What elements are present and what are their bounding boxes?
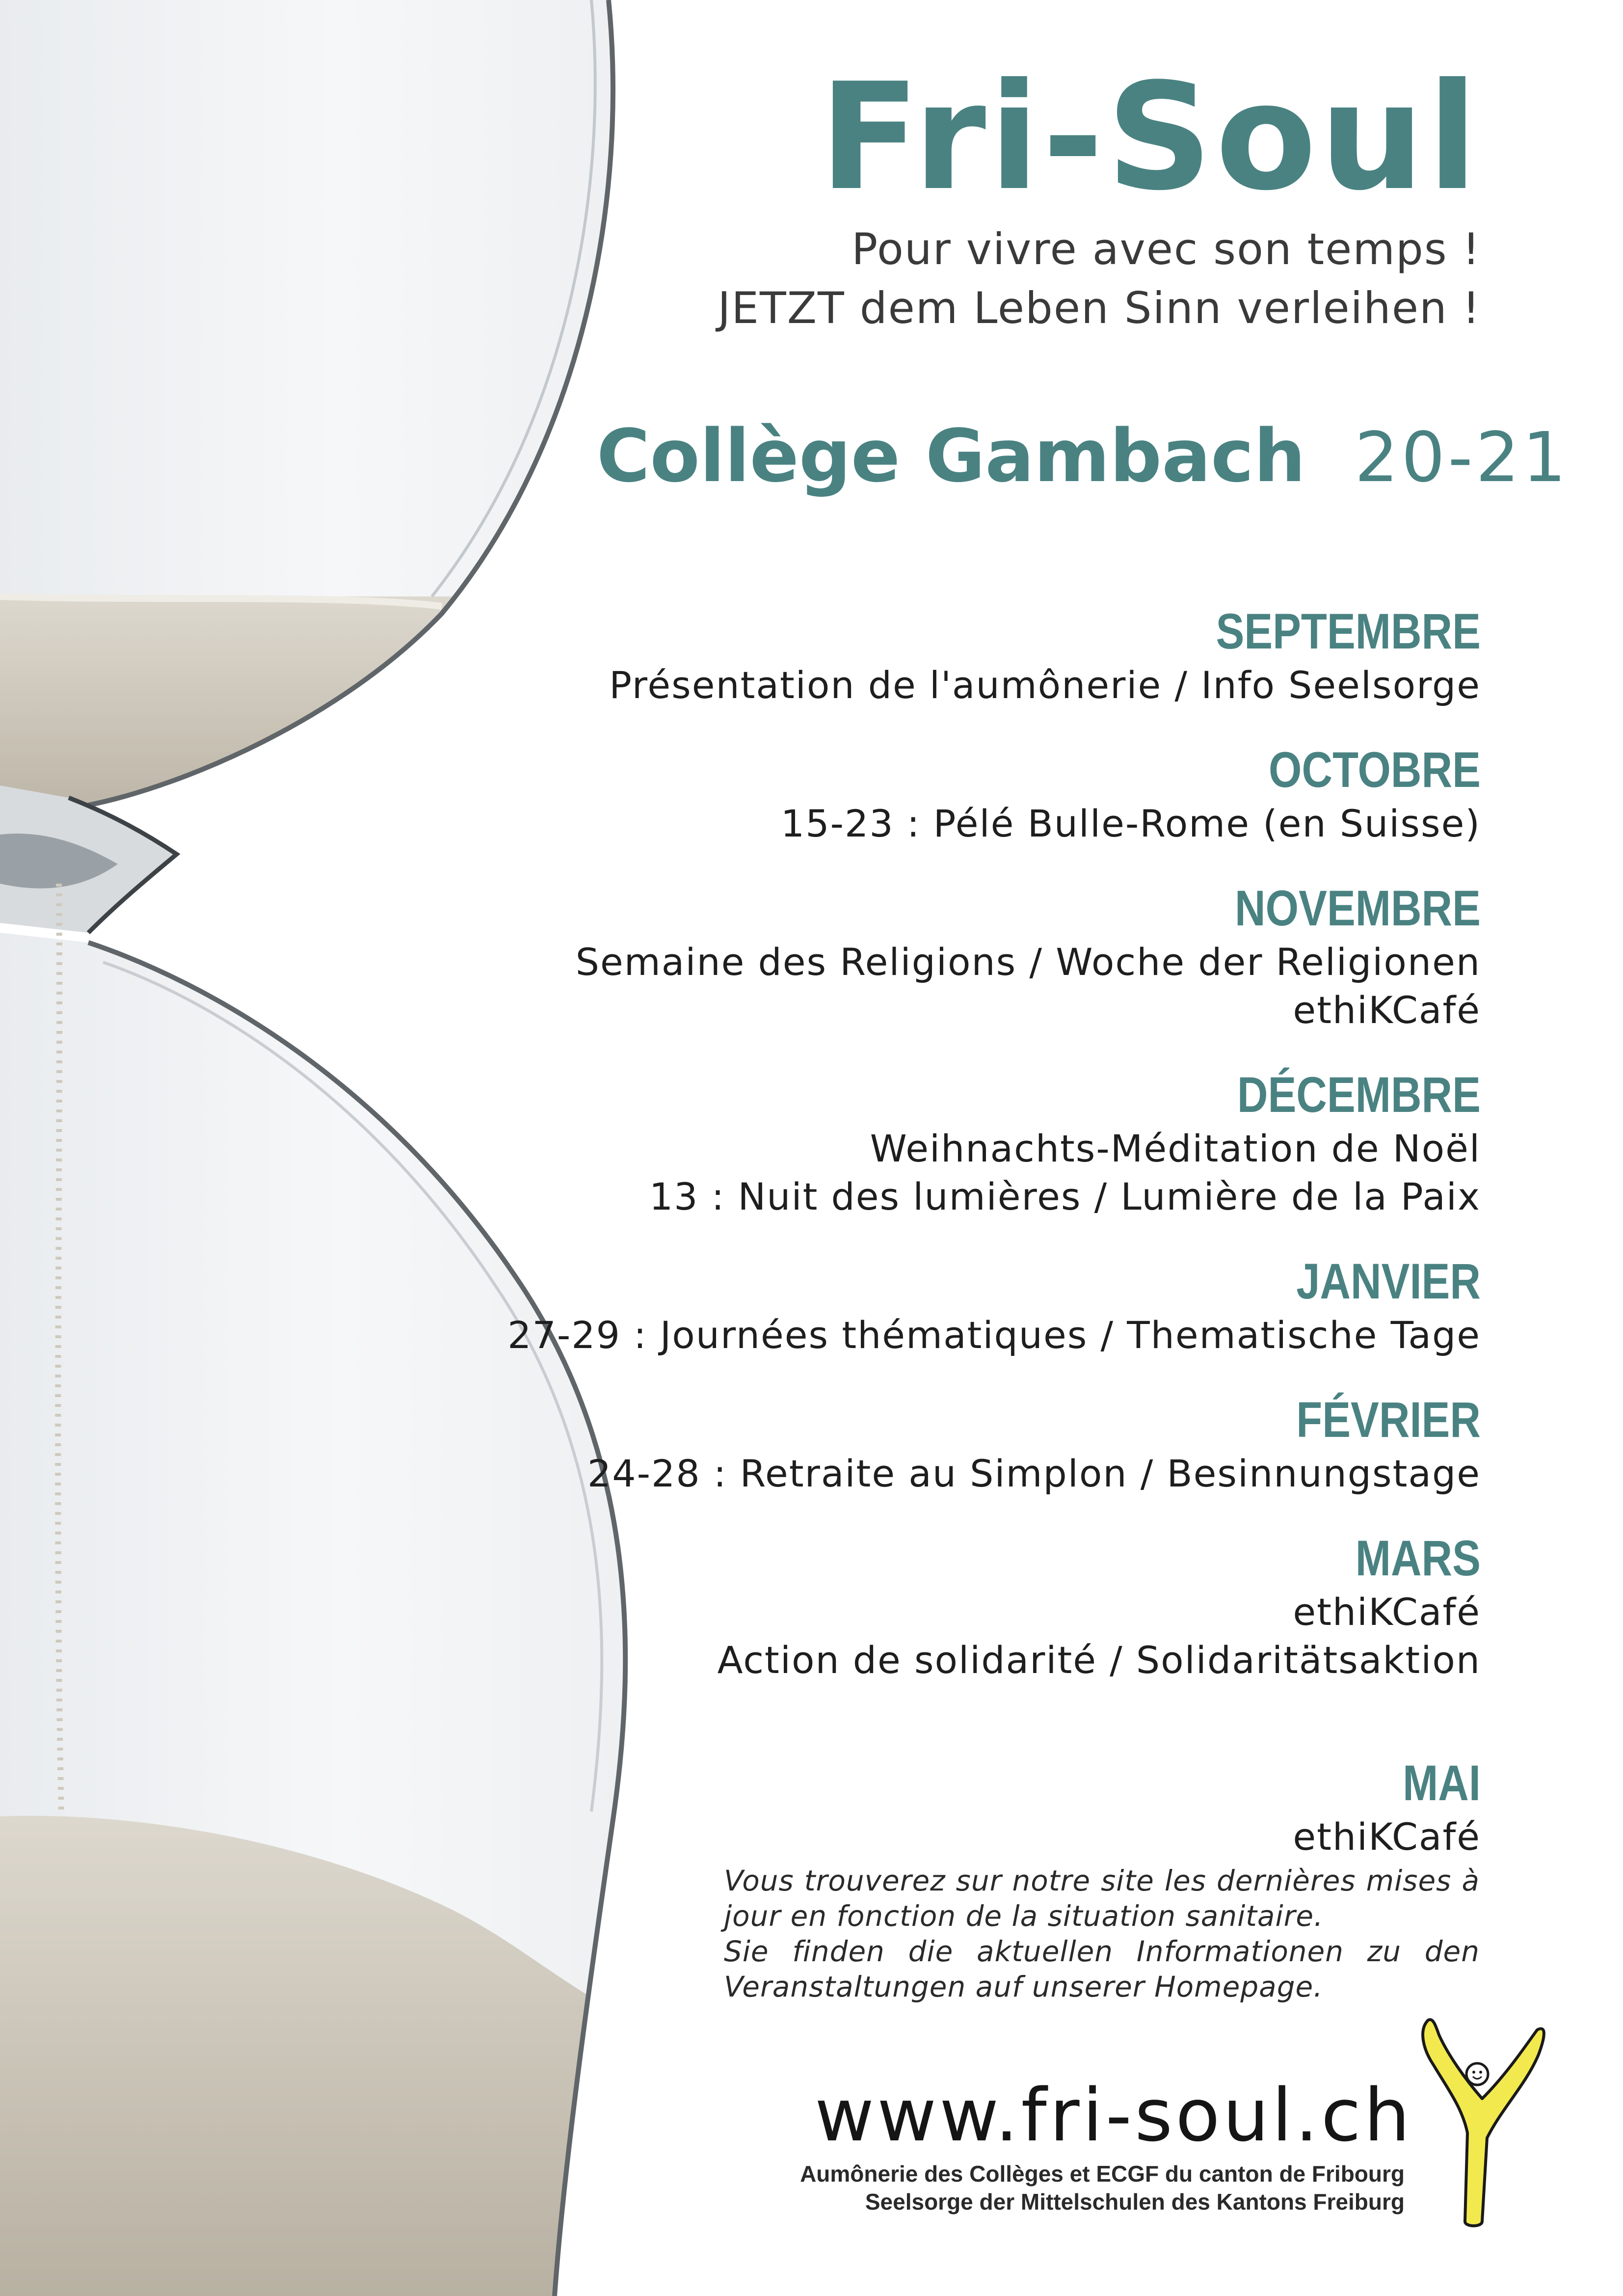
event-item: 24-28 : Retraite au Simplon / Besinnungstage bbox=[587, 1452, 1481, 1495]
fri-soul-logo-icon bbox=[1409, 2015, 1556, 2231]
month-heading: DÉCEMBRE bbox=[1237, 1067, 1481, 1123]
event-item: Weihnachts-Méditation de Noël bbox=[870, 1127, 1481, 1170]
page-title: Fri-Soul bbox=[819, 52, 1481, 223]
month-heading: FÉVRIER bbox=[1296, 1392, 1481, 1448]
website-url: www.fri-soul.ch bbox=[815, 2073, 1413, 2158]
update-note-fr: Vous trouverez sur notre site les dernières mises à jour en fonction de la situation sanitaire. bbox=[724, 1864, 1480, 1933]
school-heading bbox=[596, 414, 1569, 498]
event-item: Semaine des Religions / Woche der Religionen bbox=[575, 940, 1481, 984]
organization-de: Seelsorge der Mittelschulen des Kantons Freiburg bbox=[865, 2189, 1405, 2215]
organization-fr: Aumônerie des Collèges et ECGF du canton de Fribourg bbox=[800, 2161, 1405, 2187]
month-heading: SEPTEMBRE bbox=[1216, 603, 1481, 659]
update-note bbox=[724, 1863, 1480, 2004]
month-heading: OCTOBRE bbox=[1269, 742, 1481, 798]
tagline-de: JETZT dem Leben Sinn verleihen ! bbox=[718, 283, 1481, 333]
event-item: 27-29 : Journées thématiques / Thematische Tage bbox=[507, 1313, 1481, 1357]
event-item: 15-23 : Pélé Bulle-Rome (en Suisse) bbox=[780, 802, 1481, 845]
month-heading: MAI bbox=[1403, 1755, 1481, 1811]
event-item: ethiKCafé bbox=[1293, 1590, 1481, 1634]
month-heading: NOVEMBRE bbox=[1235, 880, 1481, 936]
update-note-de: Sie finden die aktuellen Informationen zu den Veranstaltungen auf unserer Homepage. bbox=[724, 1935, 1480, 2003]
event-item: Action de solidarité / Solidaritätsaktion bbox=[717, 1638, 1481, 1682]
event-calendar bbox=[450, 603, 1481, 1861]
school-year: 20-21 bbox=[1355, 418, 1569, 498]
event-item: ethiKCafé bbox=[1293, 1815, 1481, 1859]
event-item: Présentation de l'aumônerie / Info Seelsorge bbox=[609, 663, 1481, 707]
month-heading: JANVIER bbox=[1296, 1253, 1481, 1309]
event-item: ethiKCafé bbox=[1293, 988, 1481, 1032]
tagline-fr: Pour vivre avec son temps ! bbox=[851, 224, 1481, 274]
event-item: 13 : Nuit des lumières / Lumière de la Paix bbox=[649, 1175, 1481, 1218]
month-heading: MARS bbox=[1355, 1530, 1481, 1586]
school-name: Collège Gambach bbox=[596, 414, 1306, 498]
